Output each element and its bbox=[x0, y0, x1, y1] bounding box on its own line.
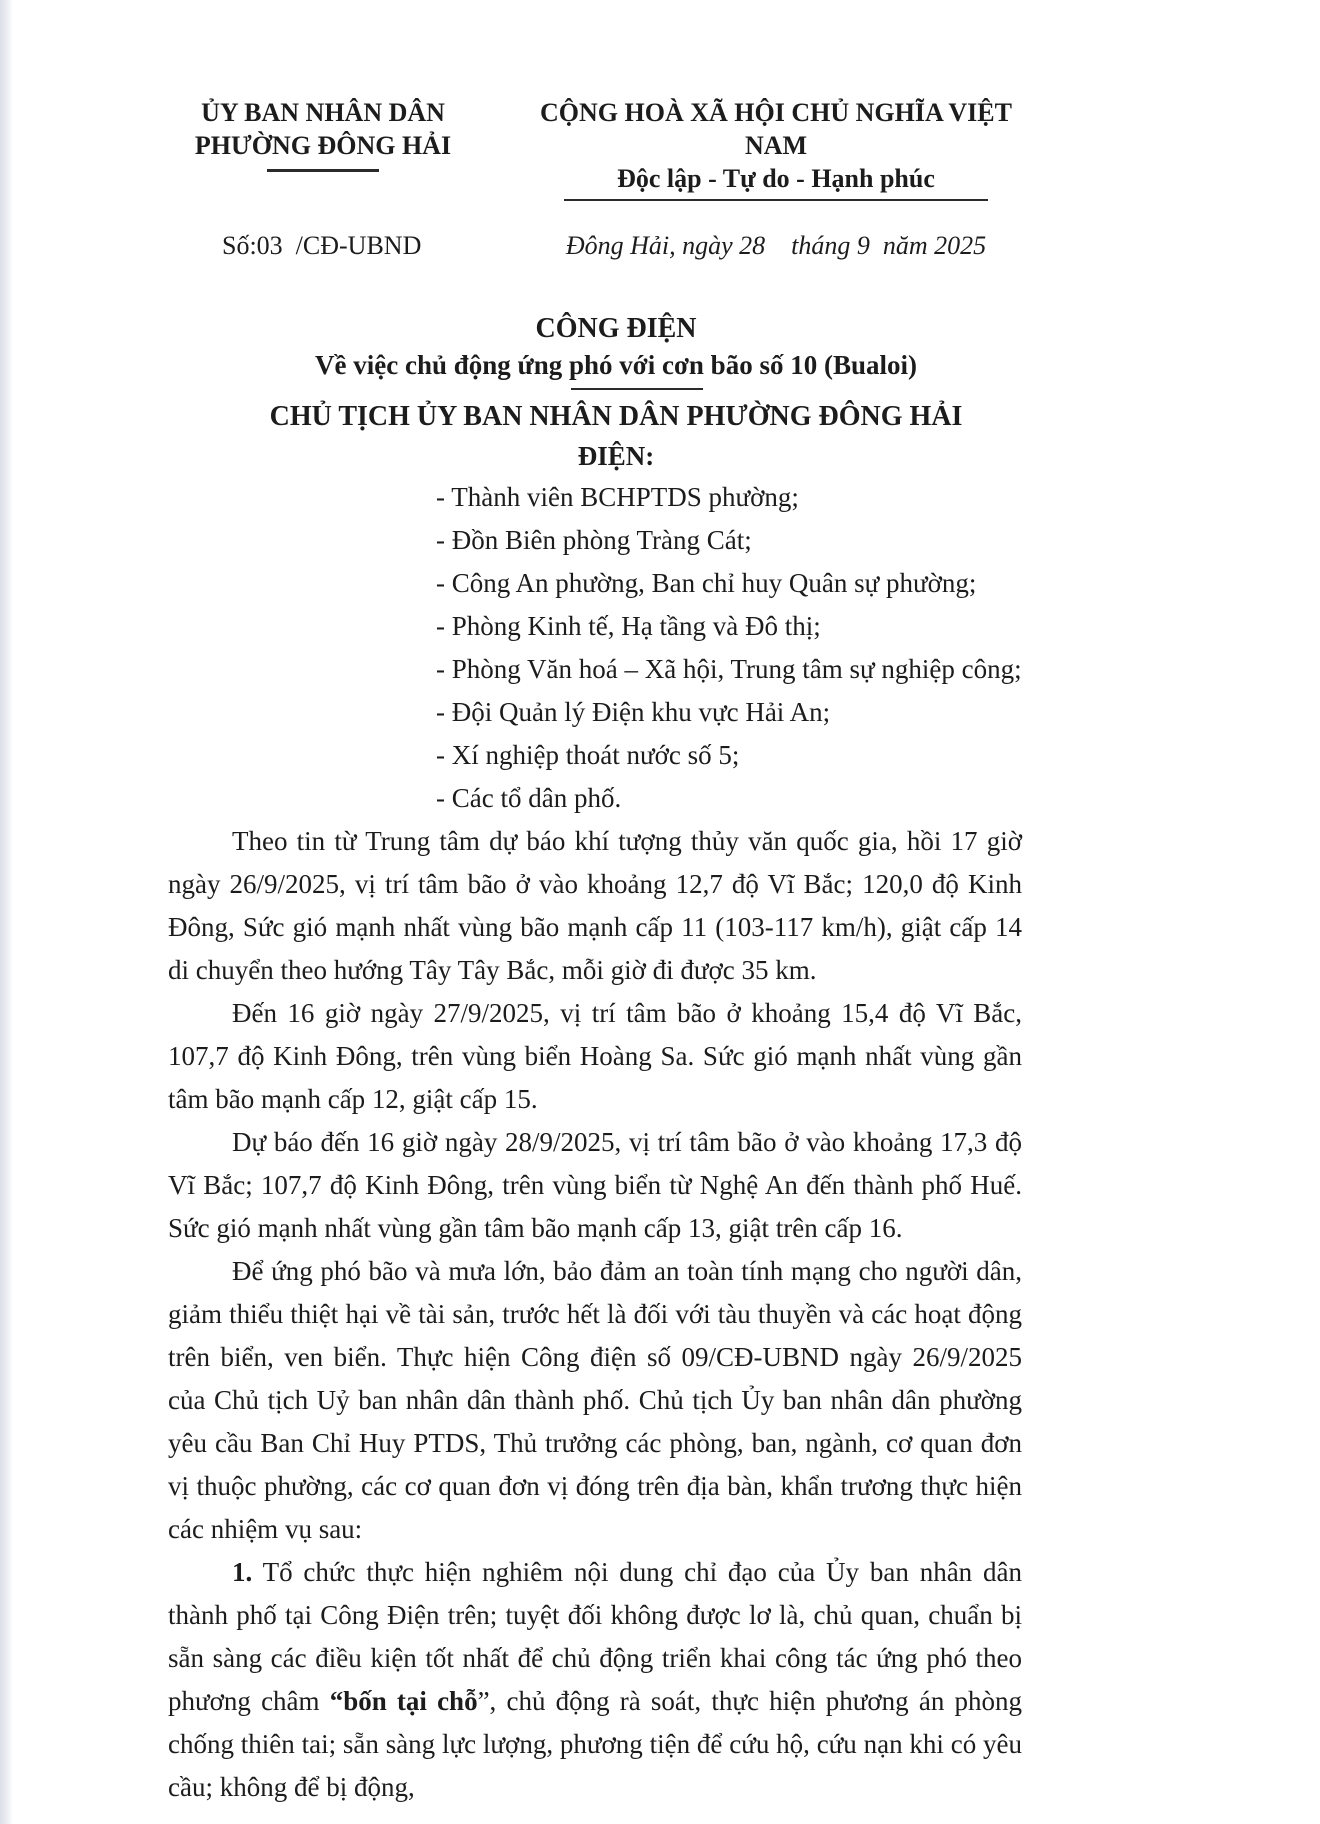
body-paragraph: Đến 16 giờ ngày 27/9/2025, vị trí tâm bão ở khoảng 15,4 độ Vĩ Bắc, 107,7 độ Kinh Đông, trên vùng biển Hoàng Sa. Sức gió mạnh nhất vùng gần tâm bão mạnh cấp 12, giật cấp 15. bbox=[168, 998, 1022, 1114]
org-parent: ỦY BAN NHÂN DÂN bbox=[201, 98, 445, 127]
national-motto-line2: Độc lập - Tự do - Hạnh phúc bbox=[617, 164, 935, 193]
dispatch-label: ĐIỆN: bbox=[577, 441, 655, 471]
national-header-block bbox=[530, 96, 1022, 201]
issuing-org-block bbox=[168, 96, 478, 201]
list-item: - Đồn Biên phòng Tràng Cát; bbox=[436, 525, 752, 555]
document-kind-title: CÔNG ĐIỆN bbox=[535, 313, 697, 344]
number-date-row bbox=[168, 231, 1022, 261]
org-name: PHƯỜNG ĐÔNG HẢI bbox=[194, 131, 452, 160]
list-item: - Đội Quản lý Điện khu vực Hải An; bbox=[436, 697, 831, 727]
document-content bbox=[168, 96, 1022, 1809]
body-paragraph: Để ứng phó bão và mưa lớn, bảo đảm an toàn tính mạng cho người dân, giảm thiểu thiệt hại về tài sản, trước hết là đối với tàu thuyền và các hoạt động trên biển, ven biển. Thực hiện Công điện số 09/CĐ-UBND ngày 26/9/2025 của Chủ tịch Uỷ ban nhân dân thành phố. Chủ tịch Ủy ban nhân dân phường yêu cầu Ban Chỉ Huy PTDS, Thủ trưởng các phòng, ban, ngành, cơ quan đơn vị thuộc phường, các cơ quan đơn vị đóng trên địa bàn, khẩn trương thực hiện các nhiệm vụ sau: bbox=[168, 1256, 1022, 1544]
document-body bbox=[168, 820, 1022, 1809]
list-item: - Công An phường, Ban chỉ huy Quân sự phường; bbox=[436, 568, 977, 598]
list-item: - Phòng Kinh tế, Hạ tầng và Đô thị; bbox=[436, 611, 821, 641]
recipients-list bbox=[436, 476, 1022, 820]
title-underline bbox=[571, 388, 703, 390]
national-motto-line1: CỘNG HOÀ XÃ HỘI CHỦ NGHĨA VIỆT NAM bbox=[540, 98, 1012, 160]
motto-underline bbox=[564, 199, 988, 201]
body-paragraph: 1. Tổ chức thực hiện nghiêm nội dung chỉ đạo của Ủy ban nhân dân thành phố tại Công Điện trên; tuyệt đối không được lơ là, chủ quan, chuẩn bị sẵn sàng các điều kiện tốt nhất để chủ động triển khai công tác ứng phó theo phương châm “bốn tại chỗ”, chủ động rà soát, thực hiện phương án phòng chống thiên tai; sẵn sàng lực lượng, phương tiện để cứu hộ, cứu nạn khi có yêu cầu; không để bị động, bbox=[168, 1557, 1022, 1802]
document-header bbox=[168, 96, 1022, 201]
list-item: - Xí nghiệp thoát nước số 5; bbox=[436, 740, 740, 770]
list-item: - Phòng Văn hoá – Xã hội, Trung tâm sự nghiệp công; bbox=[436, 654, 1022, 684]
list-item: - Thành viên BCHPTDS phường; bbox=[436, 482, 799, 512]
scan-edge-shadow bbox=[0, 0, 13, 1824]
title-block bbox=[168, 311, 1022, 390]
issuer-title: CHỦ TỊCH ỦY BAN NHÂN DÂN PHƯỜNG ĐÔNG HẢI bbox=[269, 401, 963, 432]
body-paragraph: Theo tin từ Trung tâm dự báo khí tượng thủy văn quốc gia, hồi 17 giờ ngày 26/9/2025, vị trí tâm bão ở vào khoảng 12,7 độ Vĩ Bắc; 120,0 độ Kinh Đông, Sức gió mạnh nhất vùng bão mạnh cấp 11 (103-117 km/h), giật cấp 14 di chuyển theo hướng Tây Tây Bắc, mỗi giờ đi được 35 km. bbox=[168, 826, 1022, 985]
document-subject: Về việc chủ động ứng phó với cơn bão số 10 (Bualoi) bbox=[315, 350, 917, 380]
org-underline bbox=[267, 169, 379, 172]
list-item: - Các tổ dân phố. bbox=[436, 783, 622, 813]
document-number: Số:03 /CĐ-UBND bbox=[222, 231, 422, 260]
body-paragraph: Dự báo đến 16 giờ ngày 28/9/2025, vị trí tâm bão ở vào khoảng 17,3 độ Vĩ Bắc; 107,7 độ Kinh Đông, trên vùng biển từ Nghệ An đến thành phố Huế. Sức gió mạnh nhất vùng gần tâm bão mạnh cấp 13, giật trên cấp 16. bbox=[168, 1127, 1022, 1243]
place-and-date: Đông Hải, ngày 28 tháng 9 năm 2025 bbox=[565, 231, 987, 260]
